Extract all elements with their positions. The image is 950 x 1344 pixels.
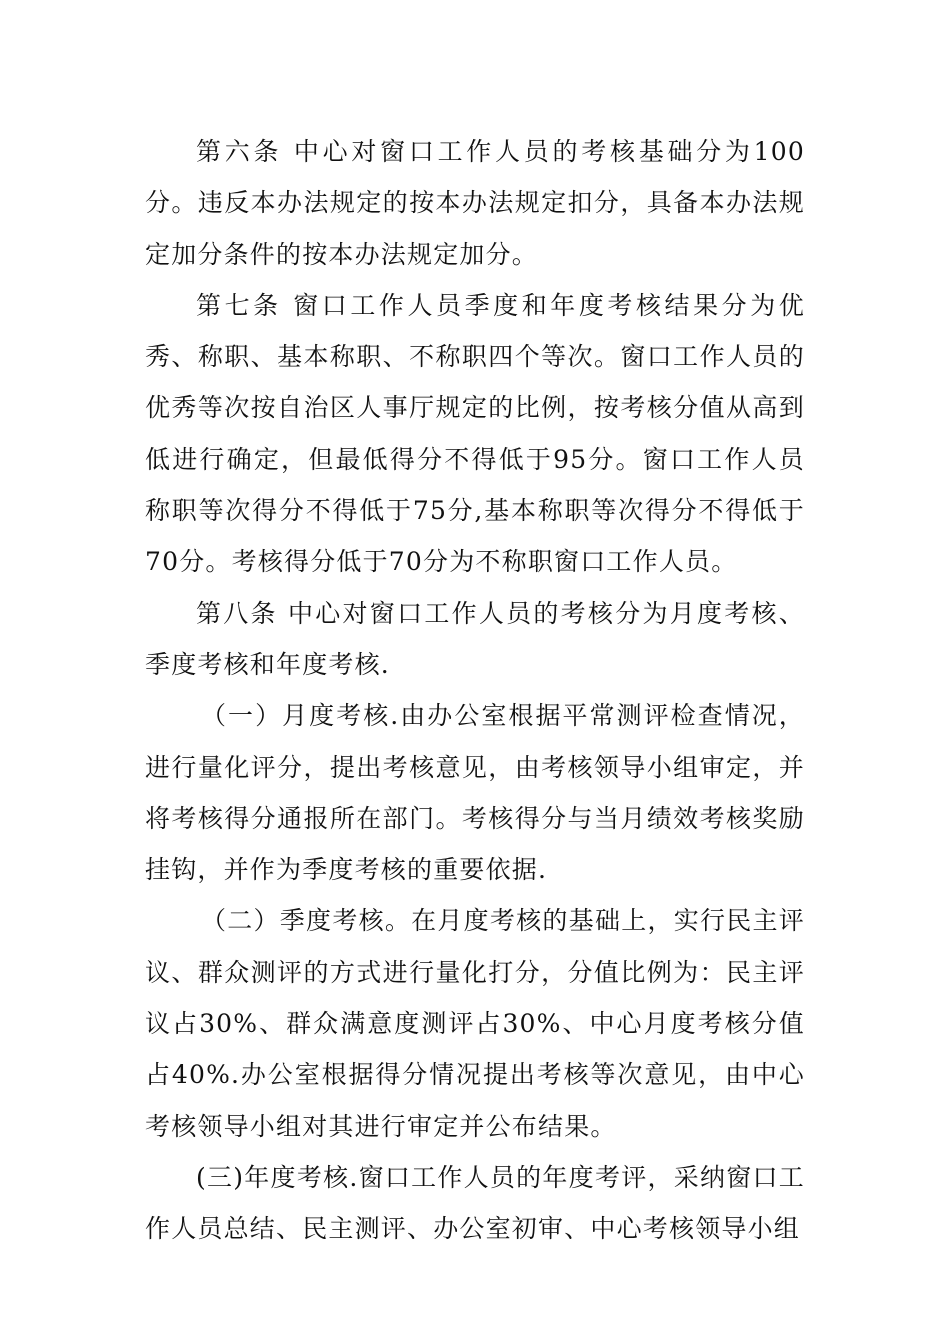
document-body [145, 126, 805, 1255]
article-7-paragraph: 第七条 窗口工作人员季度和年度考核结果分为优秀、称职、基本称职、不称职四个等次。窗口工作人员的优秀等次按自治区人事厅规定的比例，按考核分值从高到低进行确定，但最低得分不得低于95分。窗口工作人员称职等次得分不得低于75分,基本称职等次得分不得低于70分。考核得分低于70分为不称职窗口工作人员。 [145, 290, 805, 577]
article-6-paragraph: 第六条 中心对窗口工作人员的考核基础分为100分。违反本办法规定的按本办法规定扣分，具备本办法规定加分条件的按本办法规定加分。 [145, 137, 805, 269]
annual-assessment-paragraph: (三)年度考核.窗口工作人员的年度考评，采纳窗口工作人员总结、民主测评、办公室初审、中心考核领导小组 [145, 1162, 805, 1244]
monthly-assessment-paragraph: （一）月度考核.由办公室根据平常测评检查情况，进行量化评分，提出考核意见，由考核领导小组审定，并将考核得分通报所在部门。考核得分与当月绩效考核奖励挂钩，并作为季度考核的重要依据. [145, 701, 805, 885]
quarterly-assessment-paragraph: （二）季度考核。在月度考核的基础上，实行民主评议、群众测评的方式进行量化打分，分值比例为：民主评议占30%、群众满意度测评占30%、中心月度考核分值占40%.办公室根据得分情况提出考核等次意见，由中心考核领导小组对其进行审定并公布结果。 [145, 906, 805, 1141]
article-8-paragraph: 第八条 中心对窗口工作人员的考核分为月度考核、季度考核和年度考核. [145, 598, 805, 679]
